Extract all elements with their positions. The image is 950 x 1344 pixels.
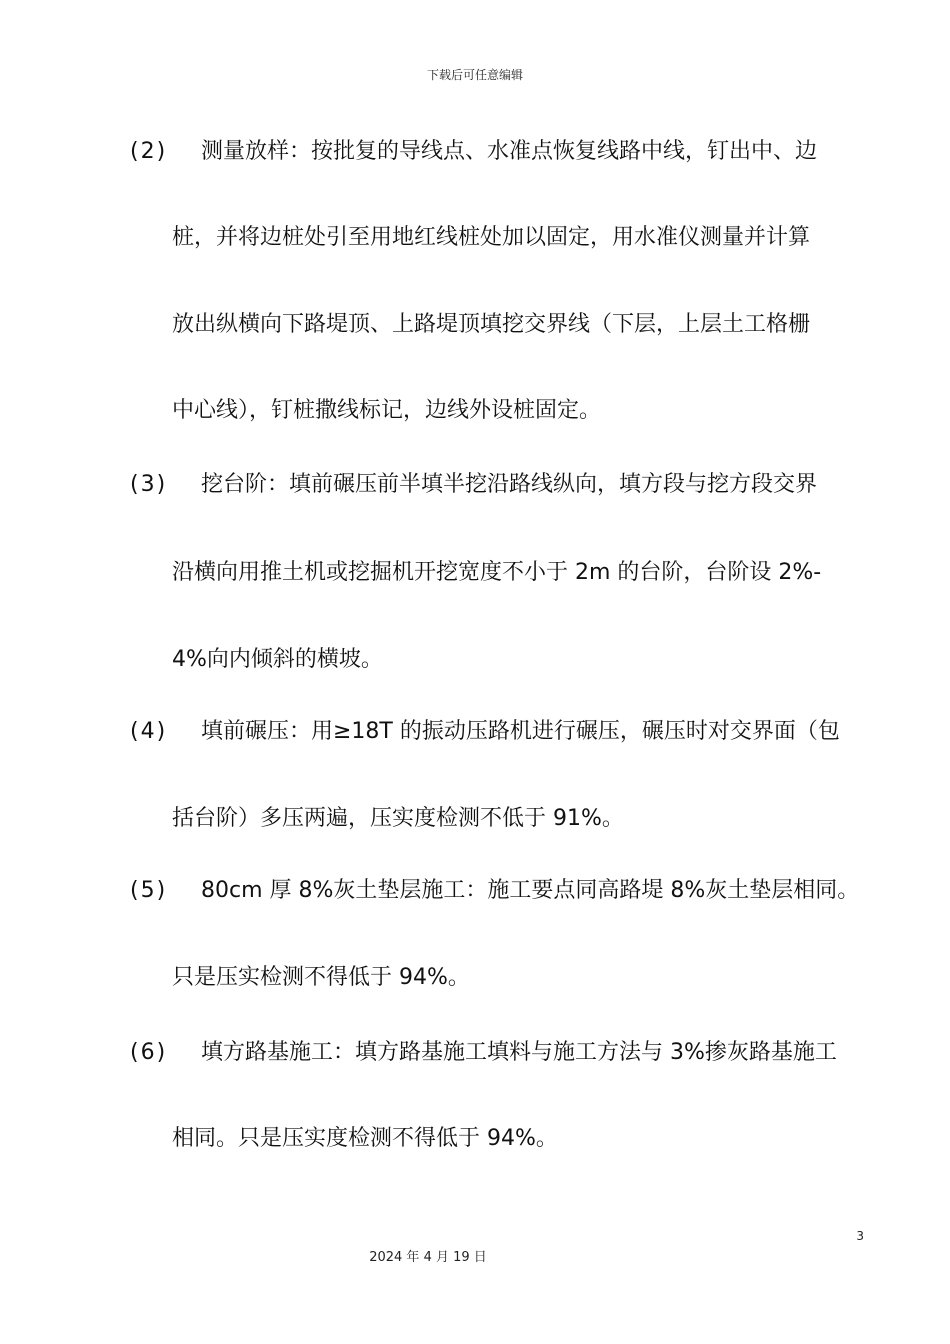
item-number: (6) bbox=[130, 1040, 168, 1065]
item-text-line: 放出纵横向下路堤顶、上路堤顶填挖交界线（下层，上层土工格栅 bbox=[172, 312, 811, 337]
item-text-line: 沿横向用推土机或挖掘机开挖宽度不小于 2m 的台阶，台阶设 2%- bbox=[172, 560, 822, 585]
page-number: 3 bbox=[856, 1229, 864, 1243]
item-text-line: 4%向内倾斜的横坡。 bbox=[172, 647, 383, 672]
item-text-line: 相同。只是压实度检测不得低于 94%。 bbox=[172, 1126, 558, 1151]
item-text-line: 括台阶）多压两遍，压实度检测不低于 91%。 bbox=[172, 806, 624, 831]
item-text-line: 填方路基施工：填方路基施工填料与施工方法与 3%掺灰路基施工 bbox=[201, 1040, 837, 1065]
item-text-line: 只是压实检测不得低于 94%。 bbox=[172, 965, 470, 990]
item-number: (2) bbox=[130, 139, 168, 164]
item-number: (5) bbox=[130, 878, 168, 903]
item-text-line: 填前碾压：用≥18T 的振动压路机进行碾压，碾压时对交界面（包 bbox=[201, 719, 840, 744]
item-text-line: 80cm 厚 8%灰土垫层施工：施工要点同高路堤 8%灰土垫层相同。 bbox=[201, 878, 860, 903]
footer-date: 2024 年 4 月 19 日 bbox=[369, 1250, 487, 1265]
item-number: (4) bbox=[130, 719, 168, 744]
item-text-line: 挖台阶：填前碾压前半填半挖沿路线纵向，填方段与挖方段交界 bbox=[201, 472, 818, 497]
item-number: (3) bbox=[130, 472, 168, 497]
page-header: 下载后可任意编辑 bbox=[426, 68, 523, 82]
item-text-line: 桩，并将边桩处引至用地红线桩处加以固定，用水准仪测量并计算 bbox=[172, 225, 811, 250]
item-text-line: 中心线），钉桩撒线标记，边线外设桩固定。 bbox=[172, 398, 602, 423]
item-text-line: 测量放样：按批复的导线点、水准点恢复线路中线，钉出中、边 bbox=[201, 139, 818, 164]
